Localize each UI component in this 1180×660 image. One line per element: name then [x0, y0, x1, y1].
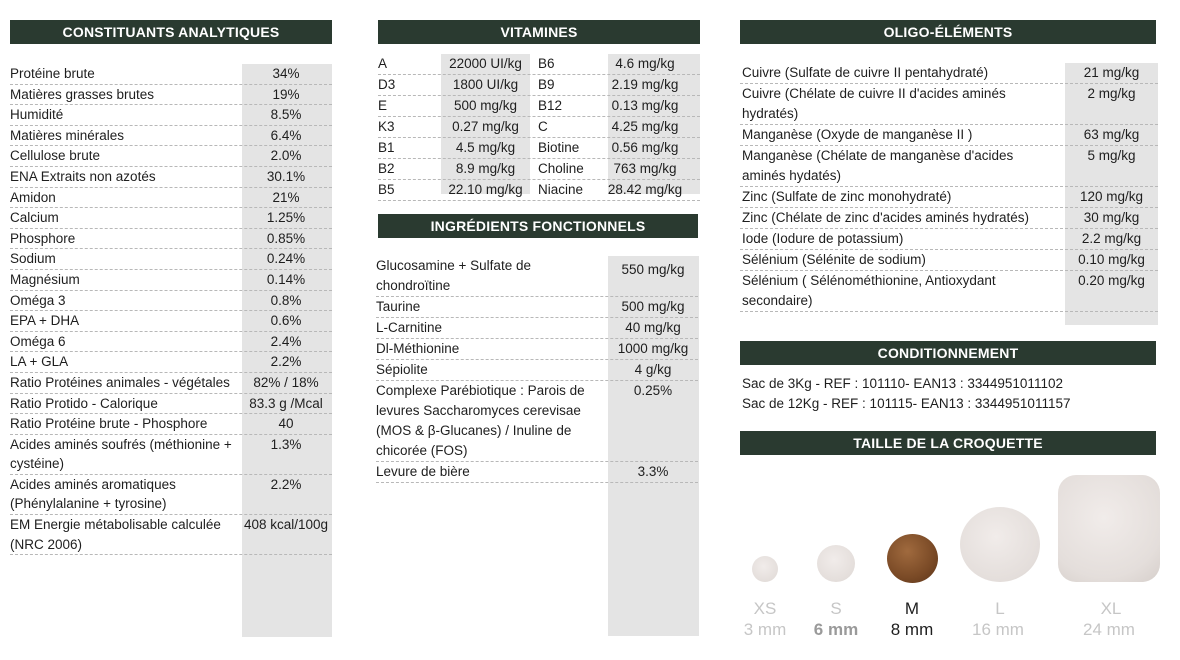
- row-label: Sélénium (Sélénite de sodium): [742, 252, 926, 267]
- functional-table: [376, 256, 698, 483]
- vitamins-table: [378, 54, 700, 201]
- row-value: 0.8%: [270, 292, 302, 308]
- vitamin-name: K3: [378, 119, 395, 134]
- row-label: Oméga 6: [10, 333, 66, 349]
- table-row: [740, 187, 1158, 208]
- table-row: [378, 117, 700, 138]
- row-label: Levure de bière: [376, 464, 470, 479]
- kibble-s-label: S: [830, 599, 842, 618]
- table-row: [376, 339, 698, 360]
- table-row: [378, 54, 700, 75]
- vitamin-value: 0.56 mg/kg: [611, 140, 679, 155]
- row-label: Sépiolite: [376, 362, 428, 377]
- kibble-xl-mm: 24 mm: [1083, 620, 1135, 639]
- row-value: 408 kcal/100g: [243, 517, 329, 533]
- table-row: [10, 475, 332, 515]
- row-value: 2.0%: [270, 148, 302, 164]
- row-value: 1.25%: [266, 210, 306, 226]
- kibble-m-label: M: [904, 599, 920, 618]
- vitamin-name: D3: [378, 77, 396, 92]
- table-row: [740, 208, 1158, 229]
- row-label: Phosphore: [10, 230, 76, 246]
- table-row: [10, 167, 332, 188]
- table-row: [376, 256, 698, 297]
- vitamin-value: 0.27 mg/kg: [452, 119, 519, 134]
- row-value: 6.4%: [270, 127, 302, 143]
- vitamin-name: B5: [378, 182, 395, 197]
- row-value: 0.85%: [266, 230, 306, 246]
- row-label: Cuivre (Chélate de cuivre II d'acides aminés hydratés): [742, 86, 1006, 121]
- row-value: 40: [278, 416, 294, 432]
- kibble-s-mm: 6 mm: [813, 620, 859, 639]
- table-row: [10, 291, 332, 312]
- row-label: Ratio Protido - Calorique: [10, 395, 158, 411]
- vitamin-value: 4.25 mg/kg: [611, 119, 679, 134]
- table-row: [378, 180, 700, 201]
- table-row: [10, 85, 332, 106]
- kibble-l-label: L: [995, 599, 1005, 618]
- row-value: 5 mg/kg: [1087, 148, 1136, 163]
- table-row: [10, 394, 332, 415]
- vitamin-value: 1800 UI/kg: [452, 77, 519, 92]
- kibble-xl-image: [1058, 475, 1160, 582]
- table-row: [740, 271, 1158, 312]
- table-row: [376, 360, 698, 381]
- table-row: [10, 126, 332, 147]
- table-row: [10, 270, 332, 291]
- vitamin-value: 22000 UI/kg: [449, 56, 522, 71]
- row-label: Acides aminés aromatiques (Phénylalanine + tyrosine): [10, 476, 176, 512]
- row-value: 0.25%: [633, 383, 673, 398]
- row-value: 2.2 mg/kg: [1081, 231, 1142, 246]
- row-label: Manganèse (Chélate de manganèse d'acides aminés hydatés): [742, 148, 1014, 183]
- vitamin-value: 4.5 mg/kg: [455, 140, 516, 155]
- row-label: Iode (Iodure de potassium): [742, 231, 904, 246]
- vitamins-header: VITAMINES: [378, 20, 700, 44]
- row-label: Amidon: [10, 189, 56, 205]
- oligo-table: [740, 63, 1158, 312]
- table-row: [740, 63, 1158, 84]
- row-value: 120 mg/kg: [1079, 189, 1144, 204]
- vitamin-name: Niacine: [538, 182, 584, 197]
- table-row: [740, 229, 1158, 250]
- vitamin-name: C: [538, 119, 548, 134]
- vitamin-value: 28.42 mg/kg: [607, 182, 683, 197]
- row-label: Taurine: [376, 299, 421, 314]
- kibble-xl-label: XL: [1100, 599, 1122, 618]
- vitamin-value: 22.10 mg/kg: [448, 182, 523, 197]
- row-label: Manganèse (Oxyde de manganèse II ): [742, 127, 973, 142]
- row-value: 2.4%: [270, 333, 302, 349]
- row-value: 1000 mg/kg: [617, 341, 689, 356]
- vitamin-name: B1: [378, 140, 395, 155]
- kibble-xs-mm: 3 mm: [743, 620, 787, 639]
- packaging-line: Sac de 3Kg - REF : 101110- EAN13 : 3344951011102: [742, 376, 1063, 391]
- table-row: [10, 435, 332, 475]
- row-value: 8.5%: [270, 107, 302, 123]
- table-row: [376, 381, 698, 462]
- vitamin-value: 2.19 mg/kg: [611, 77, 679, 92]
- row-label: Calcium: [10, 210, 59, 226]
- vitamin-name: B2: [378, 161, 395, 176]
- analytical-table: [10, 64, 332, 555]
- row-label: Ratio Protéines animales - végétales: [10, 374, 230, 390]
- oligo-header: OLIGO-ÉLÉMENTS: [740, 20, 1156, 44]
- row-value: 30.1%: [266, 168, 306, 184]
- table-row: [376, 297, 698, 318]
- kibble-m-image: [887, 534, 938, 583]
- table-row: [376, 462, 698, 483]
- table-row: [10, 332, 332, 353]
- row-value: 2.2%: [270, 476, 302, 492]
- row-value: 500 mg/kg: [621, 299, 685, 314]
- row-value: 30 mg/kg: [1083, 210, 1140, 225]
- row-label: Acides aminés soufrés (méthionine + cystéine): [10, 436, 232, 472]
- row-label: Magnésium: [10, 271, 80, 287]
- kibble-l-image: [960, 507, 1040, 582]
- vitamin-name: B6: [538, 56, 555, 71]
- packaging-line: Sac de 12Kg - REF : 101115- EAN13 : 3344951011157: [742, 396, 1071, 411]
- row-value: 19%: [272, 86, 300, 102]
- kibble-s-image: [817, 545, 855, 582]
- row-value: 0.20 mg/kg: [1078, 273, 1145, 288]
- row-value: 0.14%: [266, 271, 306, 287]
- packaging-lines: [742, 374, 1162, 414]
- row-label: Dl-Méthionine: [376, 341, 460, 356]
- row-label: L-Carnitine: [376, 320, 443, 335]
- table-row: [10, 515, 332, 555]
- row-value: 550 mg/kg: [621, 262, 685, 277]
- row-label: Ratio Protéine brute - Phosphore: [10, 416, 208, 432]
- vitamin-value: 500 mg/kg: [453, 98, 518, 113]
- row-value: 0.6%: [270, 313, 302, 329]
- row-value: 21%: [272, 189, 300, 205]
- row-value: 21 mg/kg: [1083, 65, 1140, 80]
- vitamin-value: 8.9 mg/kg: [455, 161, 516, 176]
- functional-header: INGRÉDIENTS FONCTIONNELS: [378, 214, 698, 238]
- row-value: 4 g/kg: [634, 362, 672, 377]
- table-row: [376, 318, 698, 339]
- row-label: Sodium: [10, 251, 56, 267]
- table-row: [10, 352, 332, 373]
- row-value: 1.3%: [270, 436, 302, 452]
- table-row: [10, 64, 332, 85]
- row-label: Matières minérales: [10, 127, 125, 143]
- row-value: 0.24%: [266, 251, 306, 267]
- vitamin-value: 763 mg/kg: [613, 161, 677, 176]
- row-label: Oméga 3: [10, 292, 66, 308]
- row-label: EM Energie métabolisable calculée (NRC 2006): [10, 517, 221, 552]
- vitamin-name: E: [378, 98, 388, 113]
- table-row: [740, 250, 1158, 271]
- row-value: 34%: [272, 66, 300, 81]
- table-row: [740, 84, 1158, 125]
- row-value: 0.10 mg/kg: [1078, 252, 1145, 267]
- table-row: [378, 96, 700, 117]
- vitamin-value: 0.13 mg/kg: [611, 98, 679, 113]
- row-label: Humidité: [10, 107, 64, 123]
- row-value: 83.3 g /Mcal: [249, 395, 323, 411]
- table-row: [740, 146, 1158, 187]
- row-label: Matières grasses brutes: [10, 86, 155, 102]
- vitamin-name: B12: [538, 98, 563, 113]
- table-row: [10, 311, 332, 332]
- kibble-xs-label: XS: [753, 599, 777, 618]
- row-label: Sélénium ( Sélénométhionine, Antioxydant secondaire): [742, 273, 996, 308]
- packaging-header: CONDITIONNEMENT: [740, 341, 1156, 365]
- kibble-m-mm: 8 mm: [890, 620, 934, 639]
- vitamin-value: 4.6 mg/kg: [615, 56, 675, 71]
- row-label: Cellulose brute: [10, 148, 101, 164]
- row-label: Zinc (Chélate de zinc d'acides aminés hydratés): [742, 210, 1029, 225]
- row-label: Cuivre (Sulfate de cuivre II pentahydraté): [742, 65, 989, 80]
- row-value: 40 mg/kg: [625, 320, 681, 335]
- table-row: [378, 75, 700, 96]
- row-label: LA + GLA: [10, 354, 69, 370]
- table-row: [10, 229, 332, 250]
- vitamin-name: A: [378, 56, 388, 71]
- row-label: Complexe Parébiotique : Parois de levures Saccharomyces cerevisae (MOS & β-Glucanes) / Inuline de chicorée (FOS): [376, 383, 585, 458]
- row-value: 82% / 18%: [253, 374, 319, 390]
- vitamin-name: B9: [538, 77, 555, 92]
- kibble-l-mm: 16 mm: [972, 620, 1024, 639]
- analytical-header: CONSTITUANTS ANALYTIQUES: [10, 20, 332, 44]
- row-label: Glucosamine + Sulfate de chondroïtine: [376, 258, 531, 293]
- table-row: [10, 188, 332, 209]
- table-row: [10, 414, 332, 435]
- table-row: [10, 105, 332, 126]
- row-label: ENA Extraits non azotés: [10, 168, 156, 184]
- row-label: EPA + DHA: [10, 313, 80, 329]
- row-value: 2 mg/kg: [1087, 86, 1136, 101]
- table-row: [378, 159, 700, 180]
- row-value: 2.2%: [270, 354, 302, 370]
- table-row: [740, 125, 1158, 146]
- table-row: [10, 146, 332, 167]
- vitamin-name: Biotine: [538, 140, 580, 155]
- table-row: [10, 373, 332, 394]
- row-label: Protéine brute: [10, 66, 95, 81]
- table-row: [378, 138, 700, 159]
- table-row: [10, 249, 332, 270]
- row-value: 3.3%: [637, 464, 669, 479]
- vitamin-name: Choline: [538, 161, 584, 176]
- row-value: 63 mg/kg: [1083, 127, 1140, 142]
- kibble-header: TAILLE DE LA CROQUETTE: [740, 431, 1156, 455]
- row-label: Zinc (Sulfate de zinc monohydraté): [742, 189, 952, 204]
- kibble-xs-image: [752, 556, 778, 582]
- table-row: [10, 208, 332, 229]
